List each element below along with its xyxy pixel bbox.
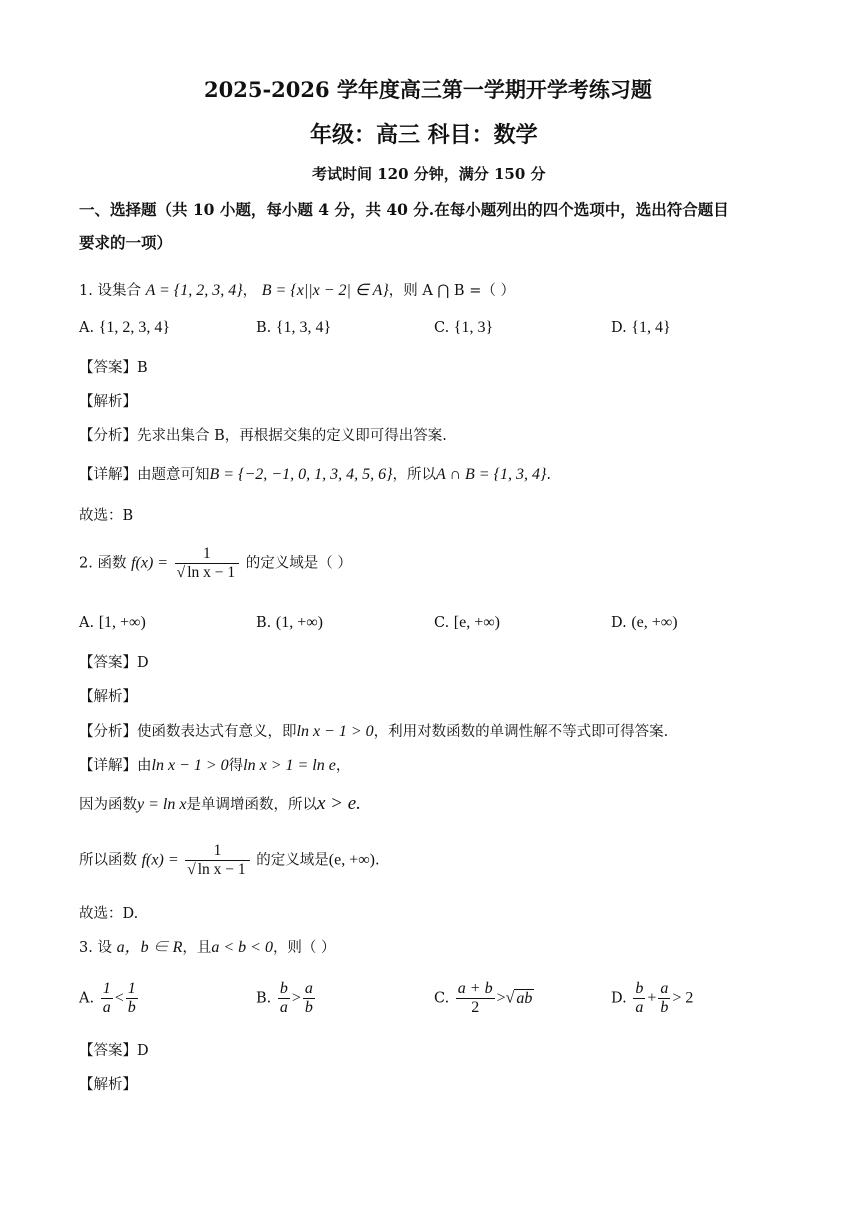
q1-option-a	[79, 319, 170, 337]
fraction-numerator: 1	[185, 842, 249, 861]
conclusion-end: .	[374, 852, 380, 869]
function-fraction	[185, 842, 249, 879]
denominator: a	[279, 999, 288, 1016]
operator: >	[291, 989, 301, 1007]
xiangjie-math-1: ln x − 1 > 0	[151, 757, 229, 774]
fraction	[633, 980, 645, 1017]
option-label: D.	[611, 320, 627, 336]
numerator: 1	[102, 980, 111, 997]
question-number: 1.	[79, 283, 93, 299]
q2-guxuan: 故选：D.	[79, 906, 139, 922]
xiangjie-end: .	[546, 467, 551, 483]
question-3-stem	[79, 939, 336, 957]
exam-info: 考试时间 120 分钟，满分 150 分	[312, 165, 546, 183]
q1-fenxi: 【分析】先求出集合 B，再根据交集的定义即可得出答案.	[79, 428, 447, 444]
numerator: b	[635, 980, 644, 997]
set-b: B = {x||x − 2| ∈ A}	[261, 282, 389, 299]
grade-subject-line: 年级：高三 科目：数学	[310, 122, 538, 148]
denominator: a	[102, 999, 111, 1016]
inequality-tail: > 2	[672, 989, 694, 1007]
section-heading-line1: 一、选择题（共 10 小题，每小题 4 分，共 40 分.在每小题列出的四个选项中，选出符合题目	[79, 200, 729, 219]
q2-fenxi	[79, 723, 668, 741]
question-1-stem	[79, 282, 515, 300]
denominator: b	[304, 999, 313, 1016]
option-label: B.	[256, 990, 272, 1007]
radicand: ln x − 1	[197, 861, 246, 878]
conclusion-suffix: 的定义域是	[256, 852, 329, 869]
fraction	[278, 980, 290, 1017]
reason-math-2: x > e.	[316, 793, 361, 814]
option-text: (1, +∞)	[275, 614, 323, 631]
q2-conclusion-line	[79, 842, 380, 879]
question-number: 2.	[79, 555, 93, 572]
question-2-stem	[79, 545, 352, 582]
q3-option-c	[434, 980, 534, 1017]
option-label: D.	[611, 990, 627, 1007]
option-text: {1, 3}	[453, 319, 494, 336]
q2-option-c	[434, 614, 500, 632]
option-label: C.	[434, 615, 450, 631]
q1-xiangjie	[79, 466, 551, 484]
xiangjie-mid: ，所以	[392, 467, 436, 483]
sqrt: √ ab	[505, 989, 533, 1007]
operator: <	[114, 989, 124, 1007]
q1-option-c	[434, 319, 493, 337]
q3-option-b	[256, 980, 317, 1017]
denominator: b	[127, 999, 136, 1016]
option-label: B.	[256, 320, 272, 336]
q3-option-a	[79, 980, 140, 1017]
fenxi-math: ln x − 1 > 0	[296, 723, 374, 740]
xiangjie-prefix: 【详解】由	[79, 758, 152, 774]
stem-suffix: ，则（ ）	[272, 940, 336, 956]
fenxi-prefix: 【分析】使函数表达式有意义，即	[79, 724, 297, 740]
stem-math-2: a < b < 0	[211, 939, 273, 956]
q1-guxuan: 故选：B	[79, 508, 134, 524]
numerator: b	[279, 980, 288, 997]
option-text: [1, +∞)	[98, 614, 146, 631]
function-lhs: f(x) =	[131, 554, 169, 572]
option-label: A.	[79, 615, 95, 631]
xiangjie-prefix: 【详解】由题意可知	[79, 467, 210, 483]
function-fraction	[175, 545, 239, 582]
function-lhs: f(x) =	[141, 851, 179, 869]
numerator: a	[304, 980, 313, 997]
numerator: a + b	[457, 980, 493, 997]
stem-mid: ，且	[182, 940, 212, 956]
section-heading-line2: 要求的一项）	[79, 233, 173, 252]
question-ask: ，则 A ⋂ B =（ ）	[388, 283, 515, 299]
q1-option-d	[611, 319, 671, 337]
fraction-numerator: 1	[175, 545, 239, 564]
option-text: {1, 4}	[631, 319, 671, 336]
radicand: ab	[516, 989, 533, 1007]
domain-result: (e, +∞)	[328, 851, 375, 869]
xiangjie-mid: 得	[228, 758, 244, 774]
stem-math-1: a，b ∈ R	[116, 939, 183, 956]
fraction	[126, 980, 138, 1017]
denominator: a	[635, 999, 644, 1016]
document-title: 2025-2026 学年度高三第一学期开学考练习题	[204, 77, 652, 102]
stem-prefix: 设集合	[97, 283, 141, 299]
denominator: 2	[471, 999, 480, 1016]
q1-answer: 【答案】B	[79, 360, 148, 376]
numerator: a	[660, 980, 669, 997]
q3-jiexi: 【解析】	[79, 1077, 137, 1093]
q1-jiexi: 【解析】	[79, 394, 137, 410]
intersection-result: A ∩ B = {1, 3, 4}	[435, 466, 547, 483]
q2-reason-line	[79, 795, 361, 814]
q2-jiexi: 【解析】	[79, 689, 137, 705]
reason-prefix: 因为函数	[79, 797, 137, 813]
fraction	[303, 980, 315, 1017]
set-b-result: B = {−2, −1, 0, 1, 3, 4, 5, 6}	[209, 466, 393, 483]
radicand: ln x − 1	[187, 564, 236, 581]
fraction	[456, 980, 495, 1017]
fraction-denominator: √ ln x − 1	[187, 861, 246, 878]
operator: +	[647, 989, 657, 1007]
q2-option-a	[79, 614, 146, 632]
reason-math-1: y = ln x	[137, 796, 187, 813]
option-label: D.	[611, 615, 627, 631]
question-number: 3.	[79, 940, 93, 956]
set-a: A = {1, 2, 3, 4}	[145, 282, 243, 299]
q3-option-d	[611, 980, 693, 1017]
q3-answer: 【答案】D	[79, 1043, 149, 1059]
stem-prefix: 设	[97, 940, 112, 956]
q2-answer: 【答案】D	[79, 655, 149, 671]
separator: ，	[242, 283, 258, 299]
denominator: b	[660, 999, 669, 1016]
option-label: C.	[434, 990, 450, 1007]
stem-prefix: 函数	[97, 555, 127, 572]
numerator: 1	[127, 980, 136, 997]
fenxi-suffix: ，利用对数函数的单调性解不等式即可得答案.	[373, 724, 669, 740]
option-text: [e, +∞)	[453, 614, 500, 631]
option-label: B.	[256, 615, 272, 631]
q2-option-d	[611, 614, 678, 632]
option-text: (e, +∞)	[631, 614, 678, 631]
option-text: {1, 3, 4}	[275, 319, 332, 336]
reason-mid: 是单调增函数，所以	[186, 797, 317, 813]
q1-option-b	[256, 319, 331, 337]
q2-xiangjie	[79, 757, 350, 775]
option-label: A.	[79, 320, 95, 336]
xiangjie-end: ，	[335, 758, 351, 774]
option-label: A.	[79, 990, 95, 1007]
fraction	[101, 980, 113, 1017]
option-text: {1, 2, 3, 4}	[98, 319, 171, 336]
q2-option-b	[256, 614, 323, 632]
xiangjie-math-2: ln x > 1 = ln e	[243, 757, 336, 774]
fraction-denominator: √ ln x − 1	[176, 564, 236, 581]
operator: >	[496, 989, 506, 1007]
option-label: C.	[434, 320, 450, 336]
conclusion-prefix: 所以函数	[79, 852, 137, 869]
fraction	[658, 980, 670, 1017]
stem-suffix: 的定义域是（ ）	[245, 555, 352, 572]
